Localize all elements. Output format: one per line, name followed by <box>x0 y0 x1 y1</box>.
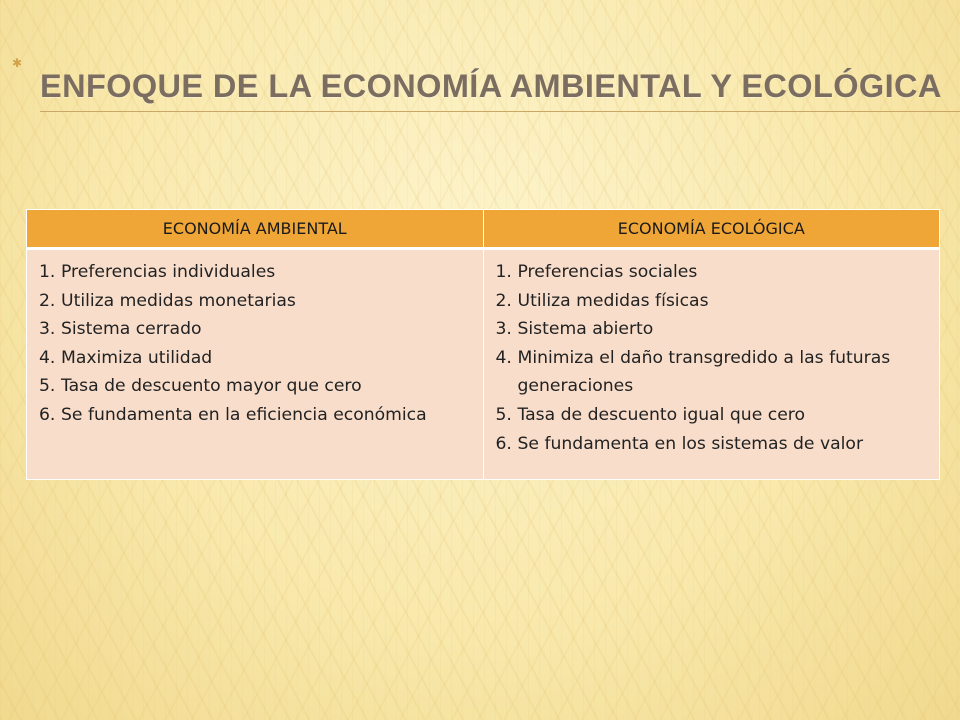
list-item <box>35 258 475 287</box>
list-item <box>492 430 932 459</box>
item-text: Maximiza utilidad <box>61 347 213 368</box>
item-number: 6. <box>39 404 56 425</box>
item-number: 2. <box>39 290 56 311</box>
comparison-table <box>26 209 940 480</box>
item-number: 1. <box>39 262 56 282</box>
list-item <box>492 258 932 287</box>
ecologica-list <box>492 258 932 458</box>
item-text: Tasa de descuento mayor que cero <box>61 376 362 397</box>
list-item <box>492 315 932 344</box>
item-number: 2. <box>495 290 512 311</box>
item-number: 5. <box>495 404 512 425</box>
list-item <box>492 401 932 430</box>
header-economia-ambiental: ECONOMÍA AMBIENTAL <box>27 210 484 249</box>
cell-economia-ecologica <box>483 249 940 480</box>
item-number: 3. <box>495 319 512 340</box>
item-text: Se fundamenta en los sistemas de valor <box>517 433 864 454</box>
item-text: Utiliza medidas físicas <box>517 290 709 311</box>
header-economia-ecologica: ECONOMÍA ECOLÓGICA <box>483 210 940 249</box>
item-number: 4. <box>495 347 512 368</box>
title-bar <box>0 0 960 120</box>
list-item <box>35 344 475 373</box>
item-text: Utiliza medidas monetarias <box>61 290 296 311</box>
title-underline <box>40 111 960 112</box>
list-item <box>35 315 475 344</box>
table-row <box>27 249 940 480</box>
item-number: 6. <box>495 433 512 454</box>
ambiental-list <box>35 258 475 430</box>
item-number: 1. <box>495 262 512 282</box>
list-item <box>35 287 475 316</box>
list-item <box>492 287 932 316</box>
list-item <box>35 401 475 430</box>
item-text: Preferencias individuales <box>61 262 276 282</box>
item-text: Se fundamenta en la eficiencia económica <box>61 404 427 425</box>
item-number: 5. <box>39 376 56 397</box>
item-text: Minimiza el daño transgredido a las futuras generaciones <box>517 347 891 397</box>
item-text: Preferencias sociales <box>517 262 698 282</box>
item-number: 3. <box>39 319 56 340</box>
asterisk-icon: ✱ <box>12 56 23 70</box>
item-text: Sistema cerrado <box>61 319 202 340</box>
list-item <box>35 372 475 401</box>
item-number: 4. <box>39 347 56 368</box>
table-header-row <box>27 210 940 249</box>
item-text: Sistema abierto <box>517 319 654 340</box>
list-item <box>492 344 932 401</box>
slide-title: ENFOQUE DE LA ECONOMÍA AMBIENTAL Y ECOLÓGICA <box>40 68 942 104</box>
cell-economia-ambiental <box>27 249 484 480</box>
item-text: Tasa de descuento igual que cero <box>517 404 805 425</box>
comparison-table-container <box>26 209 940 480</box>
